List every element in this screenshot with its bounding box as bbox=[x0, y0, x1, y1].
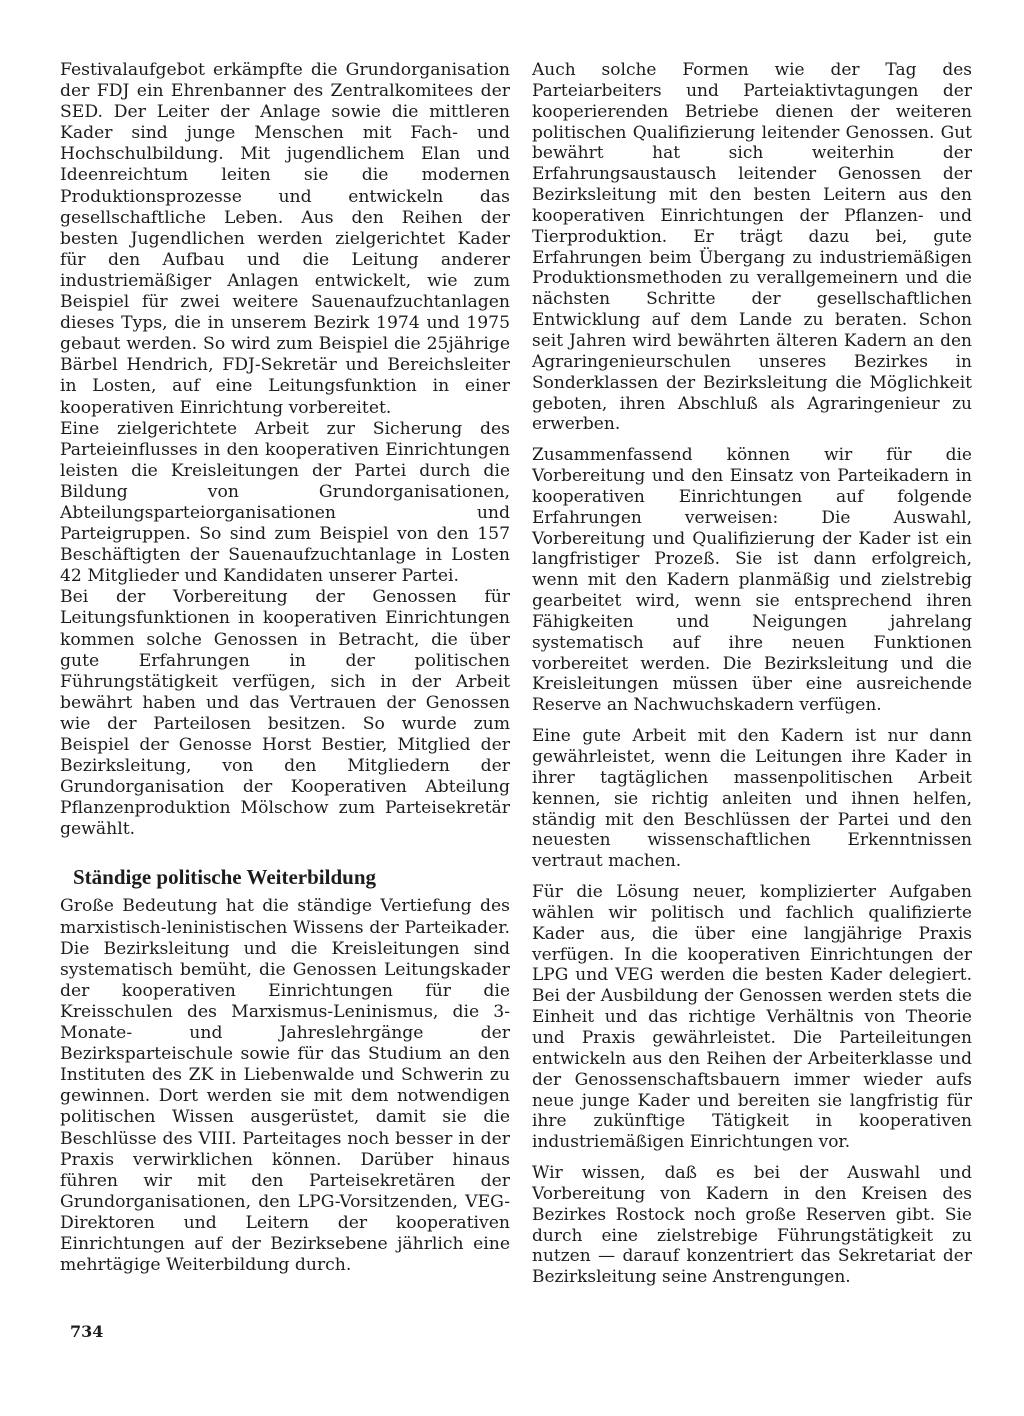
left-paragraph-1: Festivalaufgebot erkämpfte die Grundorganisation der FDJ ein Ehrenbanner des Zentralkomitees der SED. Der Leiter der Anlage sowie die mittleren Kader sind junge Menschen mit Fach- und Hochschulbildung. Mit jugendlichem Elan und Ideenreichtum leiten sie die modernen Produktionsprozesse und entwickeln das gesellschaftliche Leben. Aus den Reihen der besten Jugendlichen werden zielgerichtet Kader für den Aufbau und die Leitung anderer industriemäßiger Anlagen entwickelt, wie zum Beispiel für zwei weitere Sauenaufzuchtanlagen dieses Typs, die in unserem Bezirk 1974 und 1975 gebaut werden. So wird zum Beispiel die 25jährige Bärbel Hendrich, FDJ-Sekretär und Bereichsleiter in Losten, auf eine Leitungsfunktion in einer kooperativen Einrichtung vorbereitet. bbox=[60, 60, 510, 418]
right-paragraph-5: Wir wissen, daß es bei der Auswahl und Vorbereitung von Kadern in den Kreisen des Bezirkes Rostock noch große Reserven gibt. Sie durch eine zielstrebige Führungstätigkeit zu nutzen — darauf konzentriert das Sekretariat der Bezirksleitung seine Anstrengungen. bbox=[532, 1163, 972, 1288]
right-paragraph-1: Auch solche Formen wie der Tag des Parteiarbeiters und Parteiaktivtagungen der kooperierenden Betriebe dienen der weiteren politischen Qualifizierung leitender Genossen. Gut bewährt hat sich weiterhin der Erfahrungsaustausch leitender Genossen der Bezirksleitung mit den besten Leitern aus den kooperativen Einrichtungen der Pflanzen- und Tierproduktion. Er trägt dazu bei, gute Erfahrungen beim Übergang zu industriemäßigen Produktionsmethoden zu verallgemeinern und die nächsten Schritte der gesellschaftlichen Entwicklung auf dem Lande zu beraten. Schon seit Jahren wird bewährten älteren Kadern an den Agraringenieurschulen unseres Bezirkes in Sonderklassen der Bezirksleitung die Möglichkeit geboten, ihren Abschluß als Agraringenieur zu erwerben. bbox=[532, 60, 972, 435]
left-paragraph-3: Bei der Vorbereitung der Genossen für Leitungsfunktionen in kooperativen Einrichtungen kommen solche Genossen in Betracht, die über gute Erfahrungen in der politischen Führungstätigkeit verfügen, sich in der Arbeit bewährt haben und das Vertrauen der Genossen wie der Parteilosen besitzen. So wurde zum Beispiel der Genosse Horst Bestier, Mitglied der Bezirksleitung, von den Mitgliedern der Grundorganisation der Kooperativen Abteilung Pflanzenproduktion Mölschow zum Parteisekretär gewählt. bbox=[60, 587, 510, 840]
left-text-column bbox=[60, 60, 510, 1276]
left-paragraph-4: Große Bedeutung hat die ständige Vertiefung des marxistisch-leninistischen Wissens der Parteikader. Die Bezirksleitung und die Kreisleitungen sind systematisch bemüht, die Genossen Leitungskader der kooperativen Einrichtungen für die Kreisschulen des Marxismus-Leninismus, die 3-Monate- und Jahreslehrgänge der Bezirksparteischule sowie für das Studium an den Instituten des ZK in Liebenwalde und Schwerin zu gewinnen. Dort werden sie mit dem notwendigen politischen Wissen ausgerüstet, damit sie die Beschlüsse des VIII. Parteitages noch besser in der Praxis verwirklichen können. Darüber hinaus führen wir mit den Parteisekretären der Grundorganisationen, den LPG-Vorsitzenden, VEG-Direktoren und Leitern der kooperativen Einrichtungen auf der Bezirksebene jährlich eine mehrtägige Weiterbildung durch. bbox=[60, 896, 510, 1276]
right-paragraph-4: Für die Lösung neuer, komplizierter Aufgaben wählen wir politisch und fachlich qualifizierte Kader aus, die über eine langjährige Praxis verfügen. In die kooperativen Einrichtungen der LPG und VEG werden die besten Kader delegiert. Bei der Ausbildung der Genossen werden stets die Einheit und das richtige Verhältnis von Theorie und Praxis gewährleistet. Die Parteileitungen entwickeln aus den Reihen der Arbeiterklasse und der Genossenschaftsbauern immer wieder aufs neue junge Kader und bereiten sie langfristig für ihre zukünftige Tätigkeit in kooperativen industriemäßigen Einrichtungen vor. bbox=[532, 882, 972, 1153]
right-paragraph-3: Eine gute Arbeit mit den Kadern ist nur dann gewährleistet, wenn die Leitungen ihre Kader in ihrer tagtäglichen massenpolitischen Arbeit kennen, sie richtig anleiten und ihnen helfen, ständig mit den Beschlüssen der Partei und den neuesten wissenschaftlichen Erkenntnissen vertraut machen. bbox=[532, 726, 972, 872]
right-text-column bbox=[532, 60, 972, 1288]
left-paragraph-2: Eine zielgerichtete Arbeit zur Sicherung des Parteieinflusses in den kooperativen Einrichtungen leisten die Kreisleitungen der Partei durch die Bildung von Grundorganisationen, Abteilungsparteiorganisationen und Parteigruppen. So sind zum Beispiel von den 157 Beschäftigten der Sauenaufzuchtanlage in Losten 42 Mitglieder und Kandidaten unserer Partei. bbox=[60, 418, 510, 587]
section-heading: Ständige politische Weiterbildung bbox=[73, 865, 376, 890]
page-number: 734 bbox=[70, 1322, 104, 1341]
right-paragraph-2: Zusammenfassend können wir für die Vorbereitung und den Einsatz von Parteikadern in kooperativen Einrichtungen auf folgende Erfahrungen verweisen: Die Auswahl, Vorbereitung und Qualifizierung der Kader ist ein langfristiger Prozeß. Sie ist dann erfolgreich, wenn mit den Kadern planmäßig und zielstrebig gearbeitet wird, wenn sie entsprechend ihren Fähigkeiten und Neigungen jahrelang systematisch auf ihre neuen Funktionen vorbereitet werden. Die Bezirksleitung und die Kreisleitungen müssen über eine ausreichende Reserve an Nachwuchskadern verfügen. bbox=[532, 445, 972, 716]
